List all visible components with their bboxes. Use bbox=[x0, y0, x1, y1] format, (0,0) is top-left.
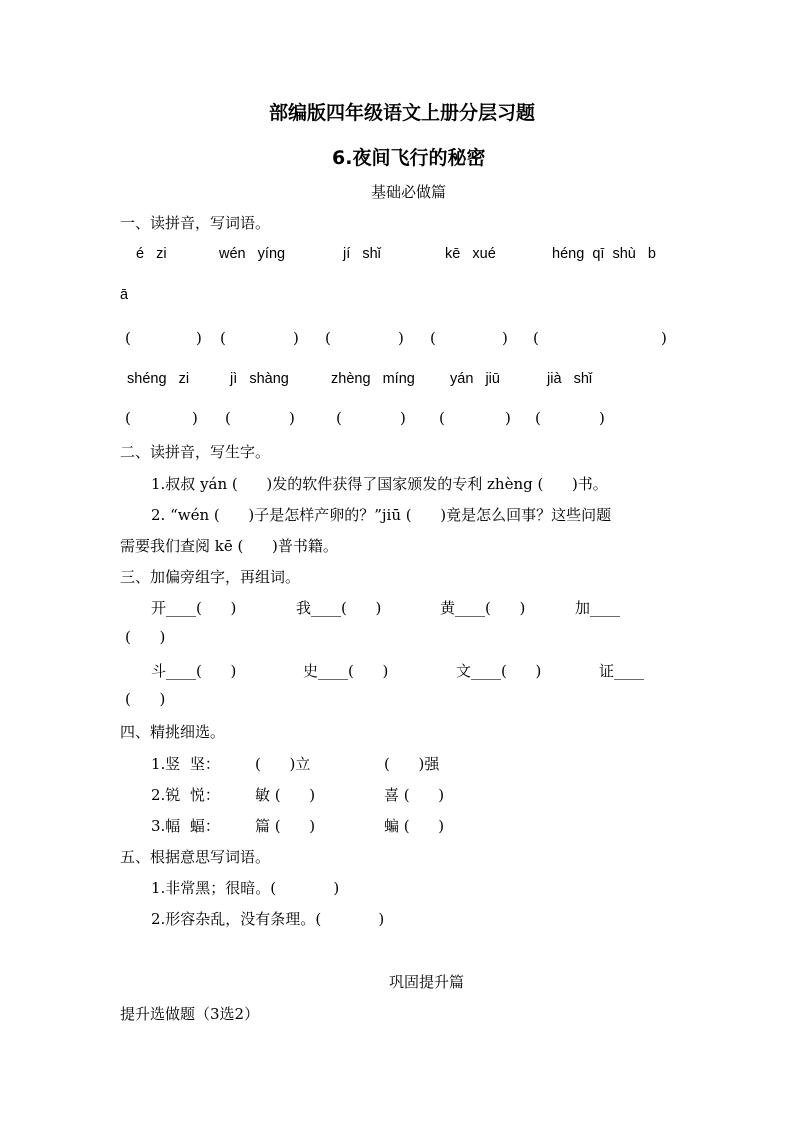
q1-pinyin-2: wén yíng bbox=[219, 246, 286, 262]
q5-line-2: 2.形容杂乱，没有条理。( ) bbox=[151, 910, 385, 928]
q3-item-1[interactable]: 开____( ) bbox=[151, 599, 237, 617]
q4-item-1-a[interactable]: ( )立 bbox=[255, 755, 311, 773]
q3-item-8-wrap[interactable]: ( ) bbox=[125, 690, 166, 708]
q1-blank-9-open[interactable]: ( bbox=[439, 409, 445, 427]
q1-blank-6-open[interactable]: ( bbox=[125, 409, 131, 427]
q3-item-8[interactable]: 证____ bbox=[599, 662, 645, 680]
q1-blank-10-open[interactable]: ( bbox=[535, 409, 541, 427]
q3-heading: 三、加偏旁组字，再组词。 bbox=[120, 568, 301, 586]
q1-pinyin-7: jì shàng bbox=[230, 371, 289, 387]
q5-heading: 五、根据意思写词语。 bbox=[120, 848, 271, 866]
q4-item-2-a[interactable]: 敏 ( ) bbox=[255, 786, 316, 804]
q4-item-3-b[interactable]: 蝙 ( ) bbox=[384, 817, 445, 835]
q4-item-3-a[interactable]: 篇 ( ) bbox=[255, 817, 316, 835]
q4-item-2-b[interactable]: 喜 ( ) bbox=[384, 786, 445, 804]
q1-blank-2-close[interactable]: ) bbox=[293, 329, 299, 347]
q3-item-3[interactable]: 黄____( ) bbox=[440, 599, 526, 617]
q3-item-5[interactable]: 斗____( ) bbox=[151, 662, 237, 680]
section-basic-heading: 基础必做篇 bbox=[371, 183, 447, 201]
lesson-title: 6.夜间飞行的秘密 bbox=[332, 147, 486, 169]
q4-item-1-b[interactable]: ( )强 bbox=[384, 755, 440, 773]
q1-blank-3-open[interactable]: ( bbox=[325, 329, 331, 347]
q1-pinyin-9: yán jiū bbox=[450, 371, 500, 387]
q1-pinyin-4: kē xué bbox=[445, 246, 496, 262]
q1-pinyin-3: jí shǐ bbox=[343, 246, 381, 262]
q1-blank-7-open[interactable]: ( bbox=[225, 409, 231, 427]
q5-line-1: 1.非常黑；很暗。( ) bbox=[151, 879, 340, 897]
q2-heading: 二、读拼音，写生字。 bbox=[120, 443, 271, 461]
q1-blank-4-close[interactable]: ) bbox=[502, 329, 508, 347]
q3-item-4[interactable]: 加____ bbox=[575, 599, 621, 617]
q2-line-3: 需要我们查阅 kē ( )普书籍。 bbox=[120, 537, 338, 555]
q1-blank-5-open[interactable]: ( bbox=[533, 329, 539, 347]
q1-pinyin-8: zhèng míng bbox=[331, 371, 415, 387]
q2-line-1: 1.叔叔 yán ( )发的软件获得了国家颁发的专利 zhèng ( )书。 bbox=[151, 475, 608, 493]
q3-item-2[interactable]: 我____( ) bbox=[296, 599, 382, 617]
q1-heading: 一、读拼音，写词语。 bbox=[120, 214, 271, 232]
q3-item-4-wrap[interactable]: ( ) bbox=[125, 628, 166, 646]
q1-blank-8-close[interactable]: ) bbox=[400, 409, 406, 427]
q1-blank-9-close[interactable]: ) bbox=[505, 409, 511, 427]
q1-blank-8-open[interactable]: ( bbox=[336, 409, 342, 427]
q1-blank-5-close[interactable]: ) bbox=[661, 329, 667, 347]
q1-blank-4-open[interactable]: ( bbox=[430, 329, 436, 347]
q1-pinyin-1: é zi bbox=[136, 246, 167, 262]
q1-blank-1-open[interactable]: ( bbox=[125, 329, 131, 347]
document-title: 部编版四年级语文上册分层习题 bbox=[269, 102, 536, 124]
q3-item-7[interactable]: 文____( ) bbox=[456, 662, 542, 680]
q4-heading: 四、精挑细选。 bbox=[120, 723, 226, 741]
q4-item-3-label: 3.幅 蝠： bbox=[151, 817, 220, 835]
q1-blank-2-open[interactable]: ( bbox=[220, 329, 226, 347]
q2-line-2: 2. “wén ( )子是怎样产卵的？”jiū ( )竟是怎么回事？这些问题 bbox=[151, 506, 612, 524]
q1-blank-1-close[interactable]: ) bbox=[196, 329, 202, 347]
q1-blank-10-close[interactable]: ) bbox=[599, 409, 605, 427]
q4-item-2-label: 2.锐 悦： bbox=[151, 786, 220, 804]
q1-pinyin-5: héng qī shù b bbox=[552, 246, 656, 262]
q1-pinyin-6: shéng zi bbox=[127, 371, 190, 387]
q4-item-1-label: 1.竖 坚： bbox=[151, 755, 220, 773]
q1-pinyin-wrap: ā bbox=[120, 287, 129, 303]
q1-blank-3-close[interactable]: ) bbox=[398, 329, 404, 347]
advanced-note: 提升选做题（3选2） bbox=[120, 1005, 260, 1023]
q1-blank-6-close[interactable]: ) bbox=[192, 409, 198, 427]
q3-item-6[interactable]: 史____( ) bbox=[303, 662, 389, 680]
q1-blank-7-close[interactable]: ) bbox=[289, 409, 295, 427]
q1-pinyin-10: jià shǐ bbox=[547, 371, 593, 387]
section-advanced-heading: 巩固提升篇 bbox=[389, 973, 465, 991]
